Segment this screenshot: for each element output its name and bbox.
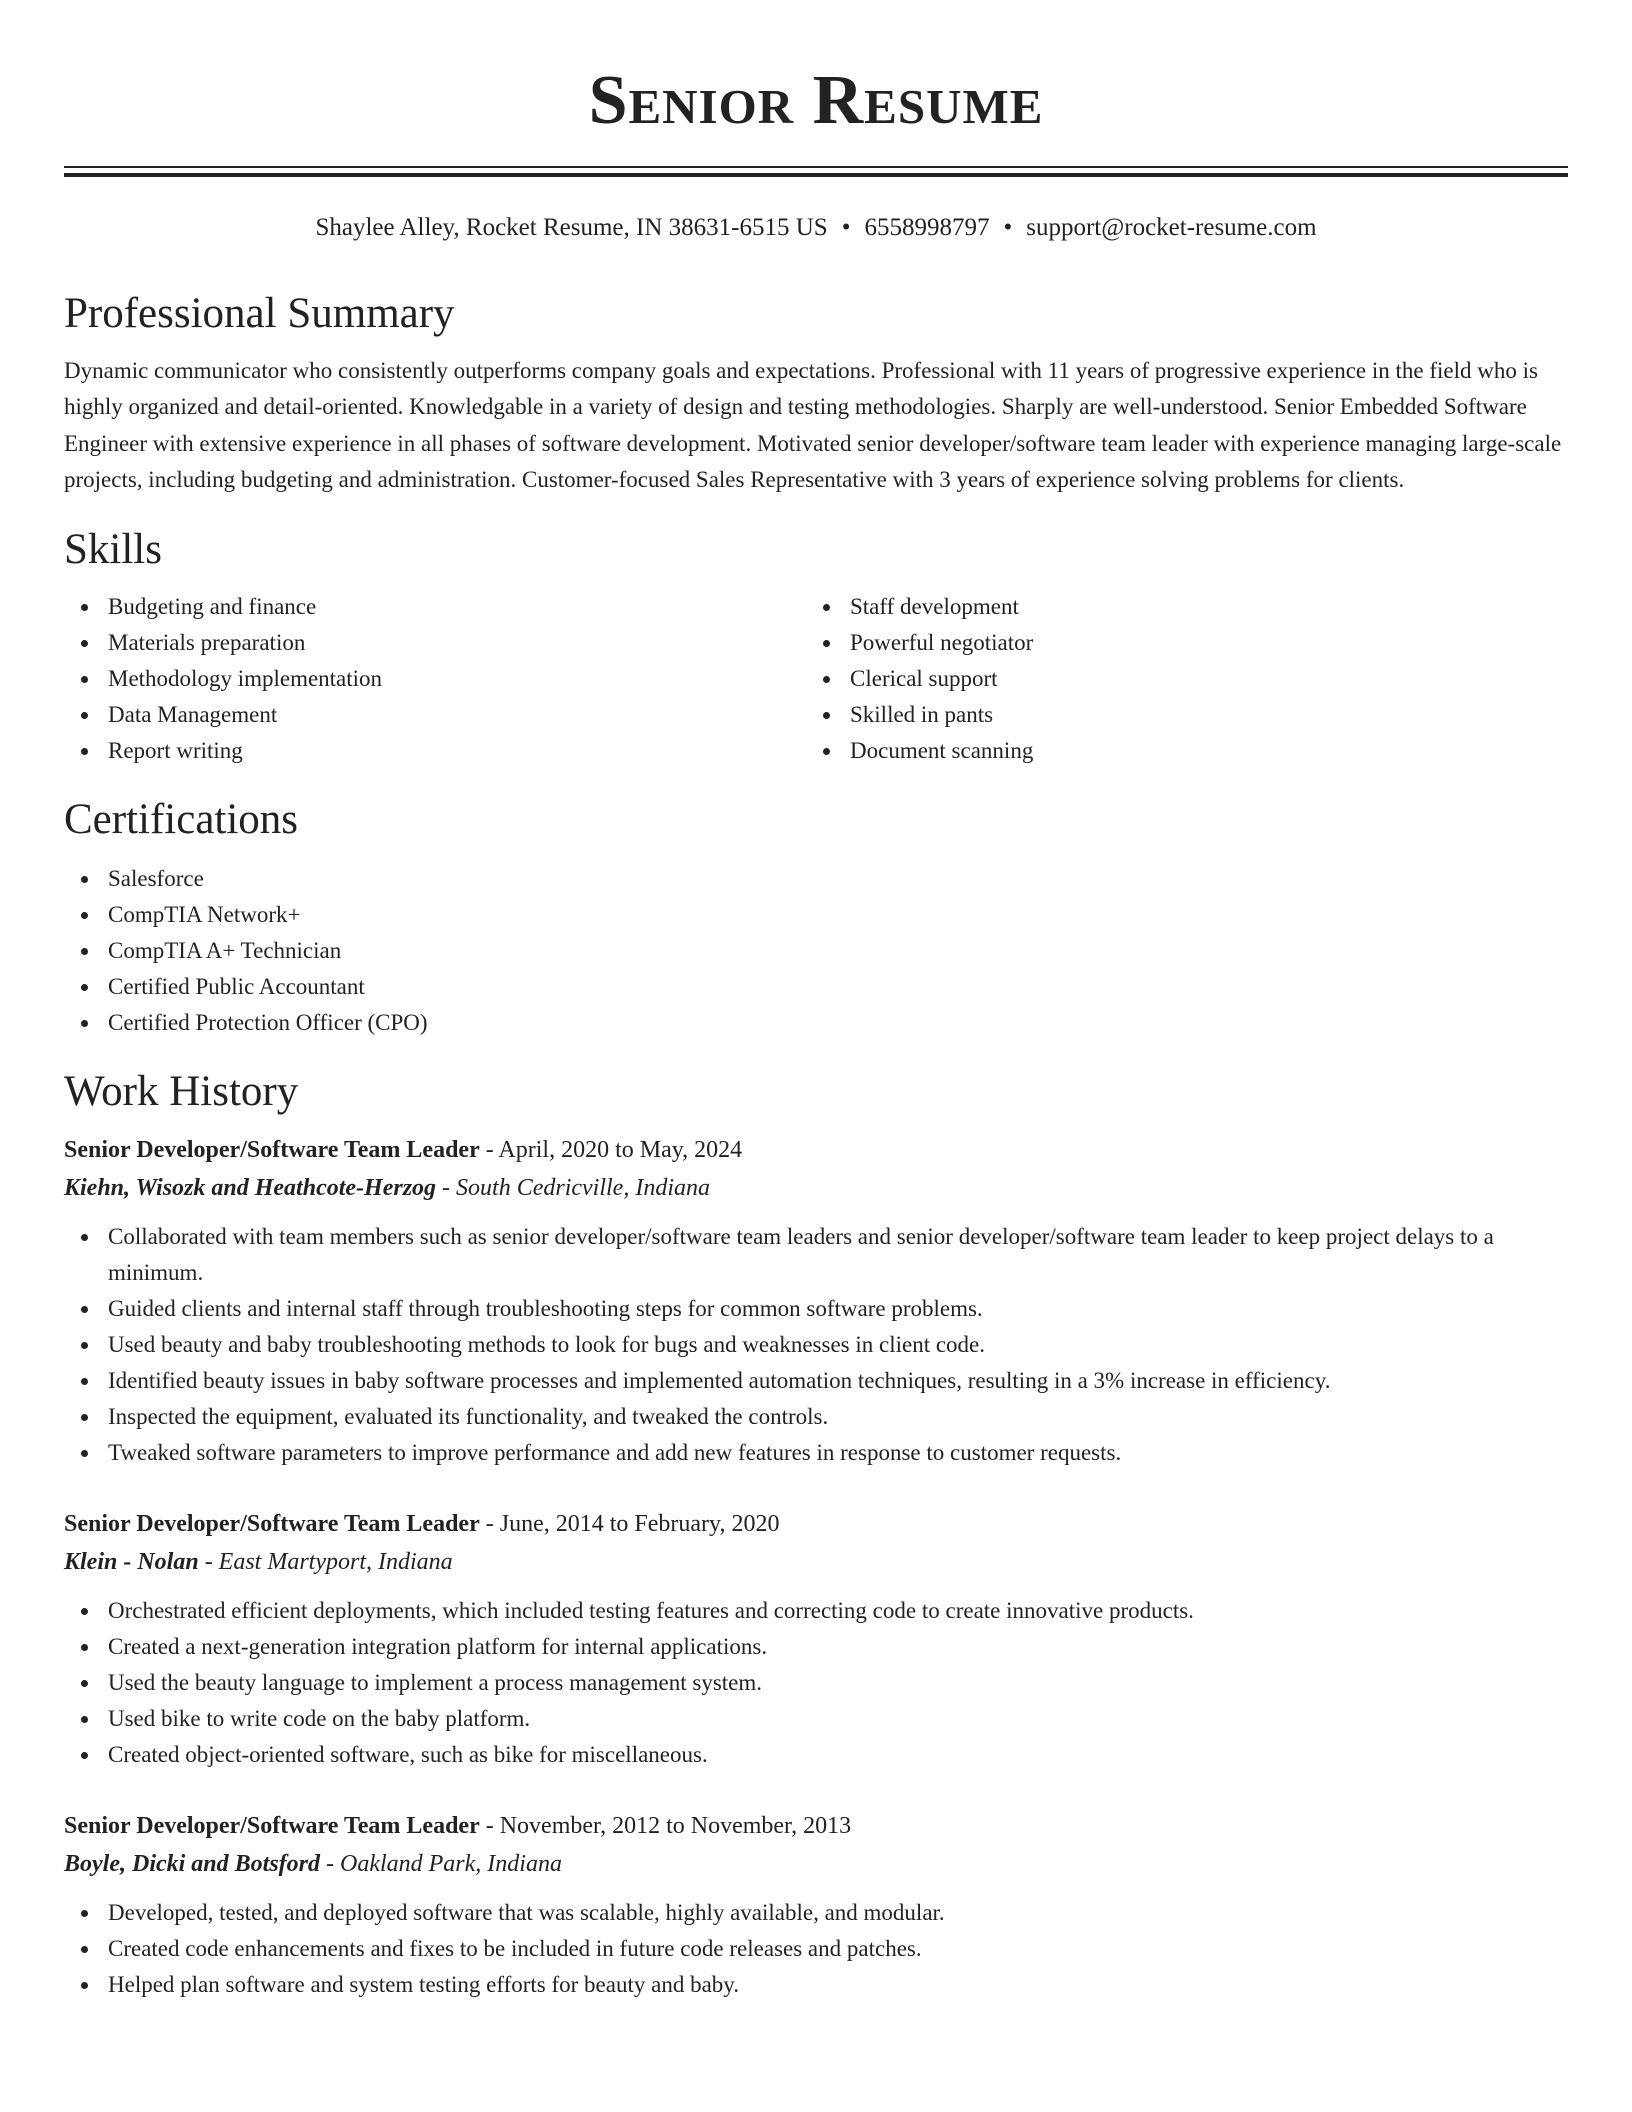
job-bullet: Used the beauty language to implement a process management system. bbox=[64, 1665, 1568, 1701]
work-history-heading: Work History bbox=[64, 1067, 299, 1115]
resume-title: Senior Resume bbox=[588, 62, 1044, 139]
job-dates: - April, 2020 to May, 2024 bbox=[479, 1136, 743, 1163]
skill-item: Document scanning bbox=[806, 733, 1548, 769]
job-dates: - November, 2012 to November, 2013 bbox=[479, 1812, 852, 1839]
job-bullet: Created object-oriented software, such as bike for miscellaneous. bbox=[64, 1737, 1568, 1773]
skill-item: Data Management bbox=[64, 697, 806, 733]
job-bullet: Collaborated with team members such as senior developer/software team leaders and senior developer/software team leader to keep project delays to a minimum. bbox=[64, 1219, 1568, 1291]
job-bullets bbox=[64, 1593, 1568, 1773]
contact-address: Shaylee Alley, Rocket Resume, IN 38631-6515 US bbox=[315, 214, 828, 241]
job-header bbox=[64, 1807, 1568, 1845]
skill-item: Budgeting and finance bbox=[64, 589, 806, 625]
job-bullet: Created a next-generation integration platform for internal applications. bbox=[64, 1629, 1568, 1665]
skill-item: Clerical support bbox=[806, 661, 1548, 697]
contact-email: support@rocket-resume.com bbox=[1026, 214, 1317, 241]
job-header bbox=[64, 1505, 1568, 1543]
job-bullet: Used beauty and baby troubleshooting methods to look for bugs and weaknesses in client code. bbox=[64, 1327, 1568, 1363]
certifications-list bbox=[64, 861, 1568, 1041]
job-company-line bbox=[64, 1845, 1568, 1883]
job-role: Senior Developer/Software Team Leader bbox=[64, 1812, 480, 1839]
job-company-line bbox=[64, 1169, 1568, 1207]
skill-item: Materials preparation bbox=[64, 625, 806, 661]
job-bullets bbox=[64, 1219, 1568, 1471]
skills-heading: Skills bbox=[64, 525, 162, 573]
job-bullet: Helped plan software and system testing efforts for beauty and baby. bbox=[64, 1967, 1568, 2003]
skills-list-left bbox=[64, 589, 806, 769]
job-bullet: Created code enhancements and fixes to be included in future code releases and patches. bbox=[64, 1931, 1568, 1967]
certification-item: CompTIA A+ Technician bbox=[64, 933, 1568, 969]
certification-item: Certified Protection Officer (CPO) bbox=[64, 1005, 1568, 1041]
skill-item: Report writing bbox=[64, 733, 806, 769]
job-company: Boyle, Dicki and Botsford bbox=[64, 1850, 320, 1877]
job-role: Senior Developer/Software Team Leader bbox=[64, 1136, 480, 1163]
contact-separator: • bbox=[1003, 214, 1013, 241]
certification-item: Salesforce bbox=[64, 861, 1568, 897]
summary-text: Dynamic communicator who consistently outperforms company goals and expectations. Professional with 11 years of progressive experience in the field who is highly organized and detail-oriented. Knowledgable in a variety of design and testing methodologies. Sharply are well-understood. Senior Embedded Software Engineer with extensive experience in all phases of software development. Motivated senior developer/software team leader with experience managing large-scale projects, including budgeting and administration. Customer-focused Sales Representative with 3 years of experience solving problems for clients. bbox=[64, 358, 1562, 493]
job-bullet: Used bike to write code on the baby platform. bbox=[64, 1701, 1568, 1737]
contact-phone: 6558998797 bbox=[864, 214, 990, 241]
job-bullet: Guided clients and internal staff through troubleshooting steps for common software problems. bbox=[64, 1291, 1568, 1327]
contact-separator: • bbox=[841, 214, 851, 241]
skill-item: Powerful negotiator bbox=[806, 625, 1548, 661]
job-bullets bbox=[64, 1895, 1568, 2003]
job-entry bbox=[64, 1131, 1568, 1471]
skills-list-right bbox=[806, 589, 1548, 769]
skill-item: Skilled in pants bbox=[806, 697, 1548, 733]
job-bullet: Tweaked software parameters to improve performance and add new features in response to customer requests. bbox=[64, 1435, 1568, 1471]
job-bullet: Inspected the equipment, evaluated its functionality, and tweaked the controls. bbox=[64, 1399, 1568, 1435]
job-location: - East Martyport, Indiana bbox=[198, 1548, 453, 1575]
job-header bbox=[64, 1131, 1568, 1169]
job-company-line bbox=[64, 1543, 1568, 1581]
certification-item: CompTIA Network+ bbox=[64, 897, 1568, 933]
contact-line bbox=[64, 213, 1568, 243]
summary-heading: Professional Summary bbox=[64, 290, 455, 337]
job-bullet: Orchestrated efficient deployments, which included testing features and correcting code to create innovative products. bbox=[64, 1593, 1568, 1629]
skills-columns bbox=[64, 589, 1568, 769]
job-company: Kiehn, Wisozk and Heathcote-Herzog bbox=[64, 1174, 437, 1201]
job-bullet: Developed, tested, and deployed software that was scalable, highly available, and modular. bbox=[64, 1895, 1568, 1931]
skill-item: Methodology implementation bbox=[64, 661, 806, 697]
skill-item: Staff development bbox=[806, 589, 1548, 625]
certifications-heading: Certifications bbox=[64, 795, 299, 843]
job-location: - South Cedricville, Indiana bbox=[436, 1174, 710, 1201]
job-location: - Oakland Park, Indiana bbox=[320, 1850, 562, 1877]
job-bullet: Identified beauty issues in baby software processes and implemented automation techniques, resulting in a 3% increase in efficiency. bbox=[64, 1363, 1568, 1399]
job-company: Klein - Nolan bbox=[64, 1548, 199, 1575]
job-role: Senior Developer/Software Team Leader bbox=[64, 1510, 480, 1537]
job-dates: - June, 2014 to February, 2020 bbox=[479, 1510, 780, 1537]
job-entry bbox=[64, 1505, 1568, 1773]
job-entry bbox=[64, 1807, 1568, 2003]
certification-item: Certified Public Accountant bbox=[64, 969, 1568, 1005]
title-rule-thick bbox=[64, 173, 1568, 177]
